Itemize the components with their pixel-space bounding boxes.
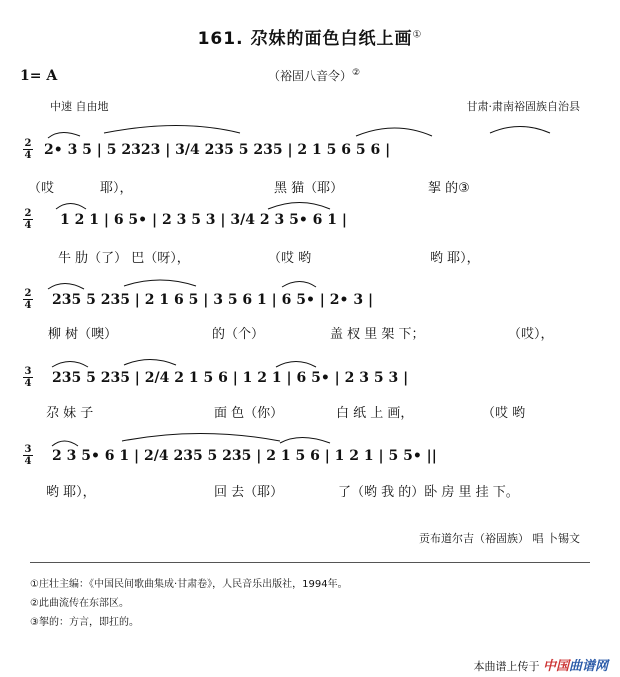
lyric: 哟 耶），: [430, 251, 480, 266]
lyric: 牛 肋（了） 巴（呀），: [58, 251, 190, 266]
lyric: 挐 的③: [428, 181, 470, 196]
tempo-marking: 中速 自由地: [50, 100, 109, 113]
notation-line: 2 3 5• 6 1 | 2/4 235 5 235 | 2 1 5 6 | 1 2 1 | 5 5• ||: [52, 448, 437, 464]
time-signature: 2 4: [24, 288, 32, 311]
notation-line: 1 2 1 | 6 5• | 2 3 5 3 | 3/4 2 3 5• 6 1 |: [60, 212, 347, 228]
lyric: 黑 猫（耶）: [274, 181, 344, 196]
notation-line: 235 5 235 | 2/4 2 1 5 6 | 1 2 1 | 6 5• | 2 3 5 3 |: [52, 370, 409, 386]
subtitle-text: （裕固八音令）: [268, 69, 353, 83]
upload-watermark: [473, 655, 608, 674]
key-signature: 1= A: [20, 68, 58, 84]
lyric: 哟 耶），: [46, 485, 96, 500]
notation-line: 235 5 235 | 2 1 6 5 | 3 5 6 1 | 6 5• | 2• 3 |: [52, 292, 374, 308]
footnote-divider: [30, 562, 590, 563]
lyric: 的（个）: [212, 327, 265, 342]
lyric: 盖 杈 里 架 下；: [330, 327, 425, 342]
lyric: 了（哟 我 的）卧 房 里 挂 下。: [338, 485, 519, 500]
time-signature: 3 4: [24, 366, 32, 389]
title-footnote-mark: ①: [412, 29, 423, 41]
lyric: （哎 哟: [482, 406, 526, 421]
notation-line: 2• 3 5 | 5 2323 | 3/4 235 5 235 | 2 1 5 6 5 6 |: [44, 142, 391, 158]
lyric: 白 纸 上 画，: [336, 406, 414, 421]
time-signature: 3 4: [24, 444, 32, 467]
lyric: 尕 妹 子: [46, 406, 94, 421]
site-logo[interactable]: 中国曲谱网: [542, 659, 608, 674]
lyric: （哎 哟: [268, 251, 312, 266]
lyric: （哎），: [508, 327, 554, 342]
footnote-2: ②此曲流传在东部区。: [30, 598, 129, 609]
lyric: 面 色（你）: [214, 406, 284, 421]
lyric: 耶），: [100, 181, 133, 196]
subtitle-footnote-mark: ②: [352, 68, 361, 78]
footnote-1: ①庄壮主编：《中国民间歌曲集成·甘肃卷》，人民音乐出版社，1994年。: [30, 579, 348, 590]
title-text: 161. 尕妹的面色白纸上画: [197, 29, 413, 49]
lyric: 回 去（耶）: [214, 485, 284, 500]
lyric: 柳 树（噢）: [48, 327, 118, 342]
upload-text: 本曲谱上传于: [473, 660, 540, 673]
time-signature: 2 4: [24, 208, 32, 231]
lyric: （哎: [28, 181, 55, 196]
time-signature: 2 4: [24, 138, 32, 161]
footnote-3: ③挐的：方言，即扛的。: [30, 617, 139, 628]
region-label: 甘肃·肃南裕固族自治县: [466, 100, 580, 113]
performer-credit: 贡布道尔吉（裕固族） 唱 卜锡文: [419, 532, 580, 545]
